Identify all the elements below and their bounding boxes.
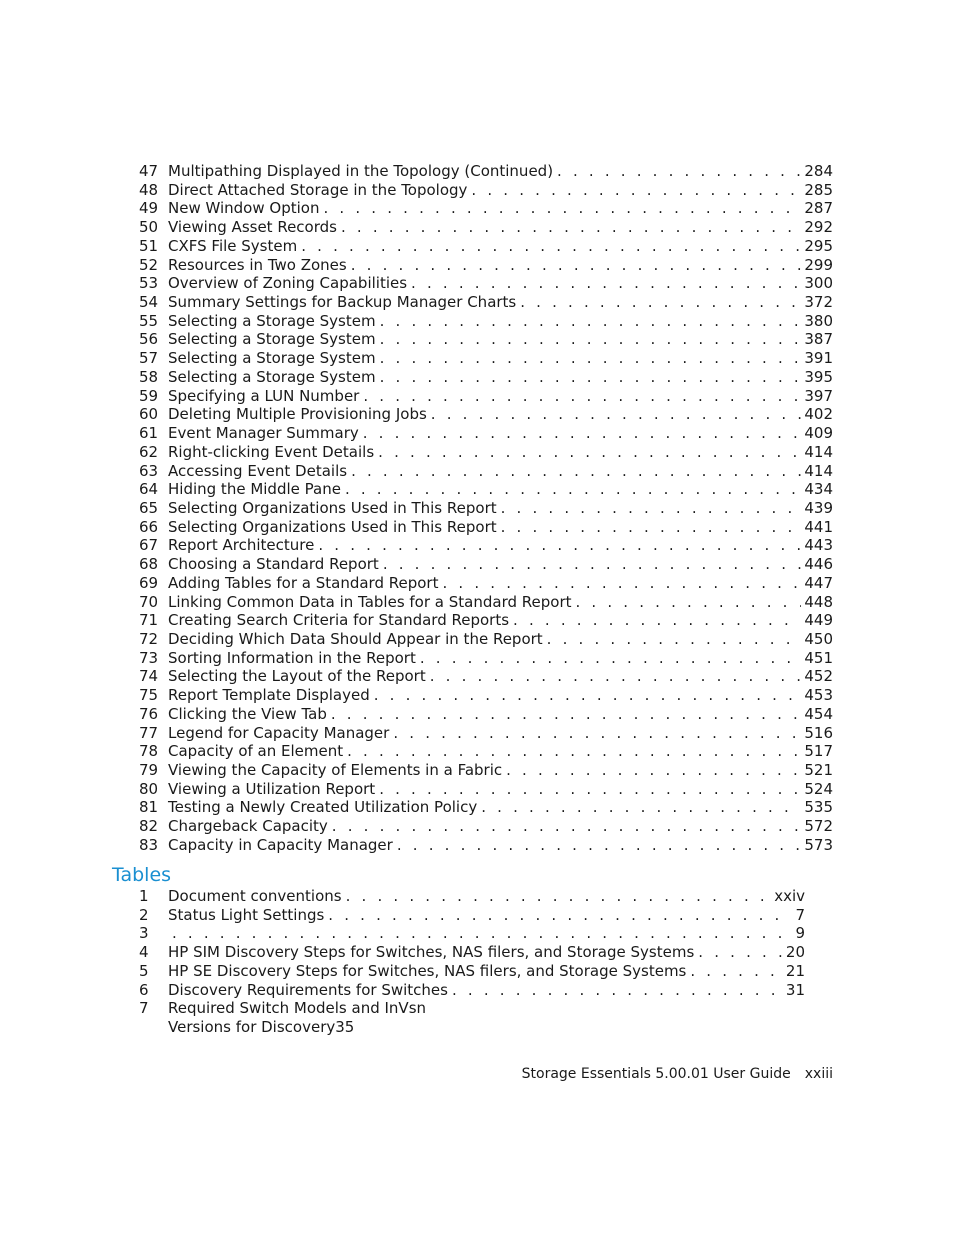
dot-leader xyxy=(328,906,792,925)
entry-body xyxy=(168,312,833,331)
entry-title: Selecting a Storage System xyxy=(168,349,380,368)
entry-page: 454 xyxy=(801,705,833,724)
entry-title: Deleting Multiple Provisioning Jobs xyxy=(168,405,431,424)
entry-title: Accessing Event Details xyxy=(168,462,351,481)
toc-entry[interactable] xyxy=(139,293,833,312)
entry-body xyxy=(168,555,833,574)
entry-body xyxy=(168,836,833,855)
entry-page: 284 xyxy=(801,162,833,181)
entry-number: 4 xyxy=(139,943,149,962)
dot-leader xyxy=(431,405,802,424)
dot-leader xyxy=(411,274,801,293)
dot-leader xyxy=(323,199,801,218)
entry-page: 453 xyxy=(801,686,833,705)
toc-entry[interactable] xyxy=(139,218,833,237)
entry-page: 449 xyxy=(801,611,833,630)
entry-title: Selecting Organizations Used in This Report xyxy=(168,518,501,537)
toc-entry[interactable] xyxy=(139,999,805,1018)
dot-leader xyxy=(345,480,801,499)
entry-title: Summary Settings for Backup Manager Charts xyxy=(168,293,520,312)
entry-body xyxy=(168,611,833,630)
entry-body xyxy=(168,887,805,906)
entry-title: Testing a Newly Created Utilization Policy xyxy=(168,798,481,817)
entry-page: 287 xyxy=(801,199,833,218)
toc-entry[interactable] xyxy=(139,181,833,200)
toc-entry[interactable] xyxy=(139,649,833,668)
entry-title: Selecting Organizations Used in This Report xyxy=(168,499,501,518)
toc-entry[interactable] xyxy=(139,312,833,331)
toc-entry[interactable] xyxy=(139,943,805,962)
toc-entry[interactable] xyxy=(139,887,805,906)
entry-page: 20 xyxy=(783,943,805,962)
entry-body xyxy=(168,817,833,836)
entry-title: Document conventions xyxy=(168,887,346,906)
entry-page: 451 xyxy=(801,649,833,668)
dot-leader xyxy=(374,686,802,705)
dot-leader xyxy=(351,256,802,275)
entry-number: 61 xyxy=(139,424,159,443)
entry-body xyxy=(168,181,833,200)
entry-page: 447 xyxy=(801,574,833,593)
entry-body xyxy=(168,330,833,349)
entry-title: Report Template Displayed xyxy=(168,686,374,705)
toc-entry[interactable] xyxy=(139,667,833,686)
entry-page: 391 xyxy=(801,349,833,368)
entry-title: Selecting a Storage System xyxy=(168,368,380,387)
entry-page: 516 xyxy=(801,724,833,743)
toc-entry[interactable] xyxy=(139,761,833,780)
entry-body xyxy=(168,218,833,237)
entry-page: 443 xyxy=(801,536,833,555)
tables-list xyxy=(139,887,805,1037)
entry-body xyxy=(168,462,833,481)
dot-leader xyxy=(378,443,801,462)
dot-leader xyxy=(397,836,802,855)
entry-title: Status Light Settings xyxy=(168,906,328,925)
entry-number: 47 xyxy=(139,162,159,180)
entry-number: 6 xyxy=(139,980,149,999)
toc-entry[interactable] xyxy=(139,981,805,1000)
entry-title: HP SE Discovery Steps for Switches, NAS filers, and Storage Systems xyxy=(168,962,690,981)
dot-leader xyxy=(501,499,802,518)
entry-body xyxy=(168,424,833,443)
toc-entry[interactable] xyxy=(139,237,833,256)
entry-number: 70 xyxy=(139,592,159,611)
toc-entry-continued xyxy=(139,1018,805,1037)
entry-body xyxy=(168,256,833,275)
entry-page: 292 xyxy=(801,218,833,237)
entry-title: Report Architecture xyxy=(168,536,318,555)
toc-entry[interactable] xyxy=(139,836,833,855)
entry-title: Capacity of an Element xyxy=(168,742,347,761)
entry-number: 60 xyxy=(139,405,159,424)
entry-title: Event Manager Summary xyxy=(168,424,363,443)
entry-number: 57 xyxy=(139,349,159,368)
toc-entry[interactable] xyxy=(139,686,833,705)
entry-page: 448 xyxy=(801,593,833,612)
entry-title: Right-clicking Event Details xyxy=(168,443,378,462)
entry-title: Selecting a Storage System xyxy=(168,312,380,331)
entry-body xyxy=(168,649,833,668)
dot-leader xyxy=(513,611,801,630)
toc-entry[interactable] xyxy=(139,555,833,574)
entry-page: xxiv xyxy=(771,887,805,906)
entry-page: 439 xyxy=(801,499,833,518)
entry-page: 21 xyxy=(783,962,805,981)
entry-number: 65 xyxy=(139,498,159,517)
entry-body xyxy=(168,630,833,649)
entry-body xyxy=(168,742,833,761)
entry-number: 56 xyxy=(139,330,159,349)
entry-title: Resources in Two Zones xyxy=(168,256,351,275)
entry-body xyxy=(168,443,833,462)
entry-number: 72 xyxy=(139,629,159,648)
dot-leader xyxy=(420,649,802,668)
dot-leader xyxy=(383,555,802,574)
entry-number: 78 xyxy=(139,742,159,761)
dot-leader xyxy=(379,780,801,799)
entry-title: Chargeback Capacity xyxy=(168,817,332,836)
entry-number: 62 xyxy=(139,442,159,461)
entry-page: 414 xyxy=(801,443,833,462)
dot-leader xyxy=(351,462,801,481)
entry-page: 535 xyxy=(801,798,833,817)
footer-title: Storage Essentials 5.00.01 User Guide xyxy=(521,1066,791,1082)
dot-leader xyxy=(452,981,783,1000)
dot-leader xyxy=(363,387,801,406)
toc-entry[interactable] xyxy=(139,593,833,612)
entry-body xyxy=(168,199,833,218)
entry-number: 53 xyxy=(139,274,159,293)
toc-entry[interactable] xyxy=(139,817,833,836)
entry-page: 285 xyxy=(801,181,833,200)
entry-page: 452 xyxy=(801,667,833,686)
dot-leader xyxy=(347,742,801,761)
toc-entry[interactable] xyxy=(139,798,833,817)
toc-entry[interactable] xyxy=(139,611,833,630)
dot-leader xyxy=(430,667,802,686)
dot-leader xyxy=(442,574,801,593)
dot-leader xyxy=(557,162,801,181)
toc-entry[interactable] xyxy=(139,906,805,925)
toc-entry[interactable] xyxy=(139,630,833,649)
entry-title: Overview of Zoning Capabilities xyxy=(168,274,411,293)
entry-number: 73 xyxy=(139,648,159,667)
entry-page: 441 xyxy=(801,518,833,537)
entry-body xyxy=(168,237,833,256)
toc-entry[interactable] xyxy=(139,574,833,593)
entry-number: 52 xyxy=(139,255,159,274)
entry-body xyxy=(168,686,833,705)
dot-leader xyxy=(341,218,801,237)
entry-number: 80 xyxy=(139,779,159,798)
entry-title: Choosing a Standard Report xyxy=(168,555,383,574)
toc-entry[interactable] xyxy=(139,480,833,499)
entry-title: Selecting the Layout of the Report xyxy=(168,667,430,686)
entry-page: 521 xyxy=(801,761,833,780)
toc-entry[interactable] xyxy=(139,742,833,761)
entry-number: 66 xyxy=(139,517,159,536)
entry-body xyxy=(168,962,805,981)
entry-body xyxy=(168,162,833,181)
entry-title: Viewing a Utilization Report xyxy=(168,780,379,799)
entry-body xyxy=(168,593,833,612)
dot-leader xyxy=(380,330,802,349)
toc-entry[interactable] xyxy=(139,330,833,349)
entry-page: 295 xyxy=(801,237,833,256)
entry-body xyxy=(168,368,833,387)
entry-number: 68 xyxy=(139,555,159,574)
entry-title: Viewing the Capacity of Elements in a Fabric xyxy=(168,761,506,780)
entry-title-continued: Versions for Discovery35 xyxy=(168,1018,355,1037)
entry-page: 380 xyxy=(801,312,833,331)
entry-page: 414 xyxy=(801,462,833,481)
entry-title: CXFS File System xyxy=(168,237,301,256)
footer-page-number: xxiii xyxy=(804,1066,833,1082)
entry-number: 58 xyxy=(139,367,159,386)
toc-entry[interactable] xyxy=(139,162,833,181)
toc-entry[interactable] xyxy=(139,424,833,443)
entry-page: 299 xyxy=(801,256,833,275)
entry-number: 3 xyxy=(139,924,149,943)
toc-entry[interactable] xyxy=(139,274,833,293)
entry-page: 7 xyxy=(792,906,805,925)
figures-list xyxy=(139,162,833,855)
entry-page: 409 xyxy=(801,424,833,443)
entry-body xyxy=(168,906,805,925)
toc-entry[interactable] xyxy=(139,368,833,387)
entry-title: Multipathing Displayed in the Topology (Continued) xyxy=(168,162,557,181)
dot-leader xyxy=(547,630,802,649)
entry-body xyxy=(168,387,833,406)
entry-page: 9 xyxy=(792,924,805,943)
entry-number: 49 xyxy=(139,199,159,218)
entry-body xyxy=(168,798,833,817)
entry-title: Linking Common Data in Tables for a Standard Report xyxy=(168,593,576,612)
toc-entry[interactable] xyxy=(139,199,833,218)
toc-entry[interactable] xyxy=(139,387,833,406)
entry-body xyxy=(168,349,833,368)
toc-entry[interactable] xyxy=(139,705,833,724)
dot-leader xyxy=(520,293,801,312)
dot-leader xyxy=(172,924,792,943)
entry-page: 31 xyxy=(783,981,805,1000)
dot-leader xyxy=(471,181,801,200)
entry-body xyxy=(168,667,833,686)
entry-page: 387 xyxy=(801,330,833,349)
page-footer xyxy=(522,1066,833,1082)
dot-leader xyxy=(363,424,802,443)
entry-title: Viewing Asset Records xyxy=(168,218,341,237)
toc-entry[interactable] xyxy=(139,924,805,943)
entry-title: Selecting a Storage System xyxy=(168,330,380,349)
entry-number: 1 xyxy=(139,887,149,905)
entry-page: 434 xyxy=(801,480,833,499)
entry-number: 81 xyxy=(139,798,159,817)
dot-leader xyxy=(380,368,802,387)
entry-title: Legend for Capacity Manager xyxy=(168,724,393,743)
entry-body xyxy=(168,981,805,1000)
entry-page: 402 xyxy=(801,405,833,424)
entry-body xyxy=(168,705,833,724)
dot-leader xyxy=(346,887,772,906)
dot-leader xyxy=(481,798,801,817)
toc-entry[interactable] xyxy=(139,405,833,424)
entry-body xyxy=(168,724,833,743)
entry-number: 69 xyxy=(139,573,159,592)
entry-number: 55 xyxy=(139,311,159,330)
entry-number: 48 xyxy=(139,180,159,199)
entry-number: 83 xyxy=(139,835,159,854)
entry-page: 450 xyxy=(801,630,833,649)
entry-number: 50 xyxy=(139,218,159,237)
dot-leader xyxy=(506,761,801,780)
entry-page: 397 xyxy=(801,387,833,406)
entry-title: Hiding the Middle Pane xyxy=(168,480,345,499)
toc-entry[interactable] xyxy=(139,256,833,275)
entry-title: HP SIM Discovery Steps for Switches, NAS filers, and Storage Systems xyxy=(168,943,698,962)
entry-number: 77 xyxy=(139,723,159,742)
entry-title: Sorting Information in the Report xyxy=(168,649,420,668)
entry-number: 82 xyxy=(139,817,159,836)
entry-body xyxy=(168,536,833,555)
entry-number: 67 xyxy=(139,536,159,555)
entry-page: 524 xyxy=(801,780,833,799)
entry-title: New Window Option xyxy=(168,199,323,218)
entry-page: 372 xyxy=(801,293,833,312)
entry-number: 59 xyxy=(139,386,159,405)
entry-title: Specifying a LUN Number xyxy=(168,387,363,406)
entry-body xyxy=(168,574,833,593)
toc-entry[interactable] xyxy=(139,518,833,537)
toc-entry[interactable] xyxy=(139,780,833,799)
entry-page: 572 xyxy=(801,817,833,836)
entry-title: Deciding Which Data Should Appear in the Report xyxy=(168,630,547,649)
entry-body xyxy=(168,405,833,424)
entry-title: Discovery Requirements for Switches xyxy=(168,981,452,1000)
dot-leader xyxy=(380,349,802,368)
dot-leader xyxy=(690,962,783,981)
dot-leader xyxy=(318,536,801,555)
toc-entry[interactable] xyxy=(139,536,833,555)
toc-entry[interactable] xyxy=(139,462,833,481)
entry-page: 300 xyxy=(801,274,833,293)
dot-leader xyxy=(380,312,802,331)
entry-title: Required Switch Models and InVsn xyxy=(168,999,427,1018)
entry-number: 5 xyxy=(139,961,149,980)
dot-leader xyxy=(332,817,802,836)
entry-number: 74 xyxy=(139,667,159,686)
entry-body xyxy=(168,924,805,943)
entry-body xyxy=(168,518,833,537)
toc-entry[interactable] xyxy=(139,443,833,462)
dot-leader xyxy=(698,943,783,962)
entry-number: 7 xyxy=(139,999,149,1018)
entry-title: Creating Search Criteria for Standard Reports xyxy=(168,611,513,630)
entry-number: 2 xyxy=(139,905,149,924)
entry-body xyxy=(168,293,833,312)
entry-page: 395 xyxy=(801,368,833,387)
entry-number: 79 xyxy=(139,761,159,779)
entry-page: 446 xyxy=(801,555,833,574)
entry-body xyxy=(168,761,833,780)
dot-leader xyxy=(576,593,802,612)
entry-number: 76 xyxy=(139,704,159,723)
dot-leader xyxy=(393,724,801,743)
entry-title: Direct Attached Storage in the Topology xyxy=(168,181,471,200)
entry-title: Adding Tables for a Standard Report xyxy=(168,574,442,593)
dot-leader xyxy=(331,705,802,724)
entry-page: 573 xyxy=(801,836,833,855)
entry-body xyxy=(168,943,805,962)
entry-title: Clicking the View Tab xyxy=(168,705,331,724)
entry-body xyxy=(168,274,833,293)
toc-entry[interactable] xyxy=(139,962,805,981)
toc-entry[interactable] xyxy=(139,724,833,743)
entry-number: 63 xyxy=(139,461,159,480)
toc-entry[interactable] xyxy=(139,349,833,368)
entry-body xyxy=(168,780,833,799)
entry-body xyxy=(168,499,833,518)
toc-entry[interactable] xyxy=(139,499,833,518)
entry-number: 75 xyxy=(139,686,159,705)
dot-leader xyxy=(501,518,802,537)
entry-number: 64 xyxy=(139,480,159,499)
dot-leader xyxy=(301,237,801,256)
entry-title: Capacity in Capacity Manager xyxy=(168,836,397,855)
entry-number: 51 xyxy=(139,236,159,255)
entry-page: 517 xyxy=(801,742,833,761)
entry-number: 71 xyxy=(139,611,159,630)
tables-heading: Tables xyxy=(112,864,172,886)
entry-body xyxy=(168,480,833,499)
entry-number: 54 xyxy=(139,293,159,312)
